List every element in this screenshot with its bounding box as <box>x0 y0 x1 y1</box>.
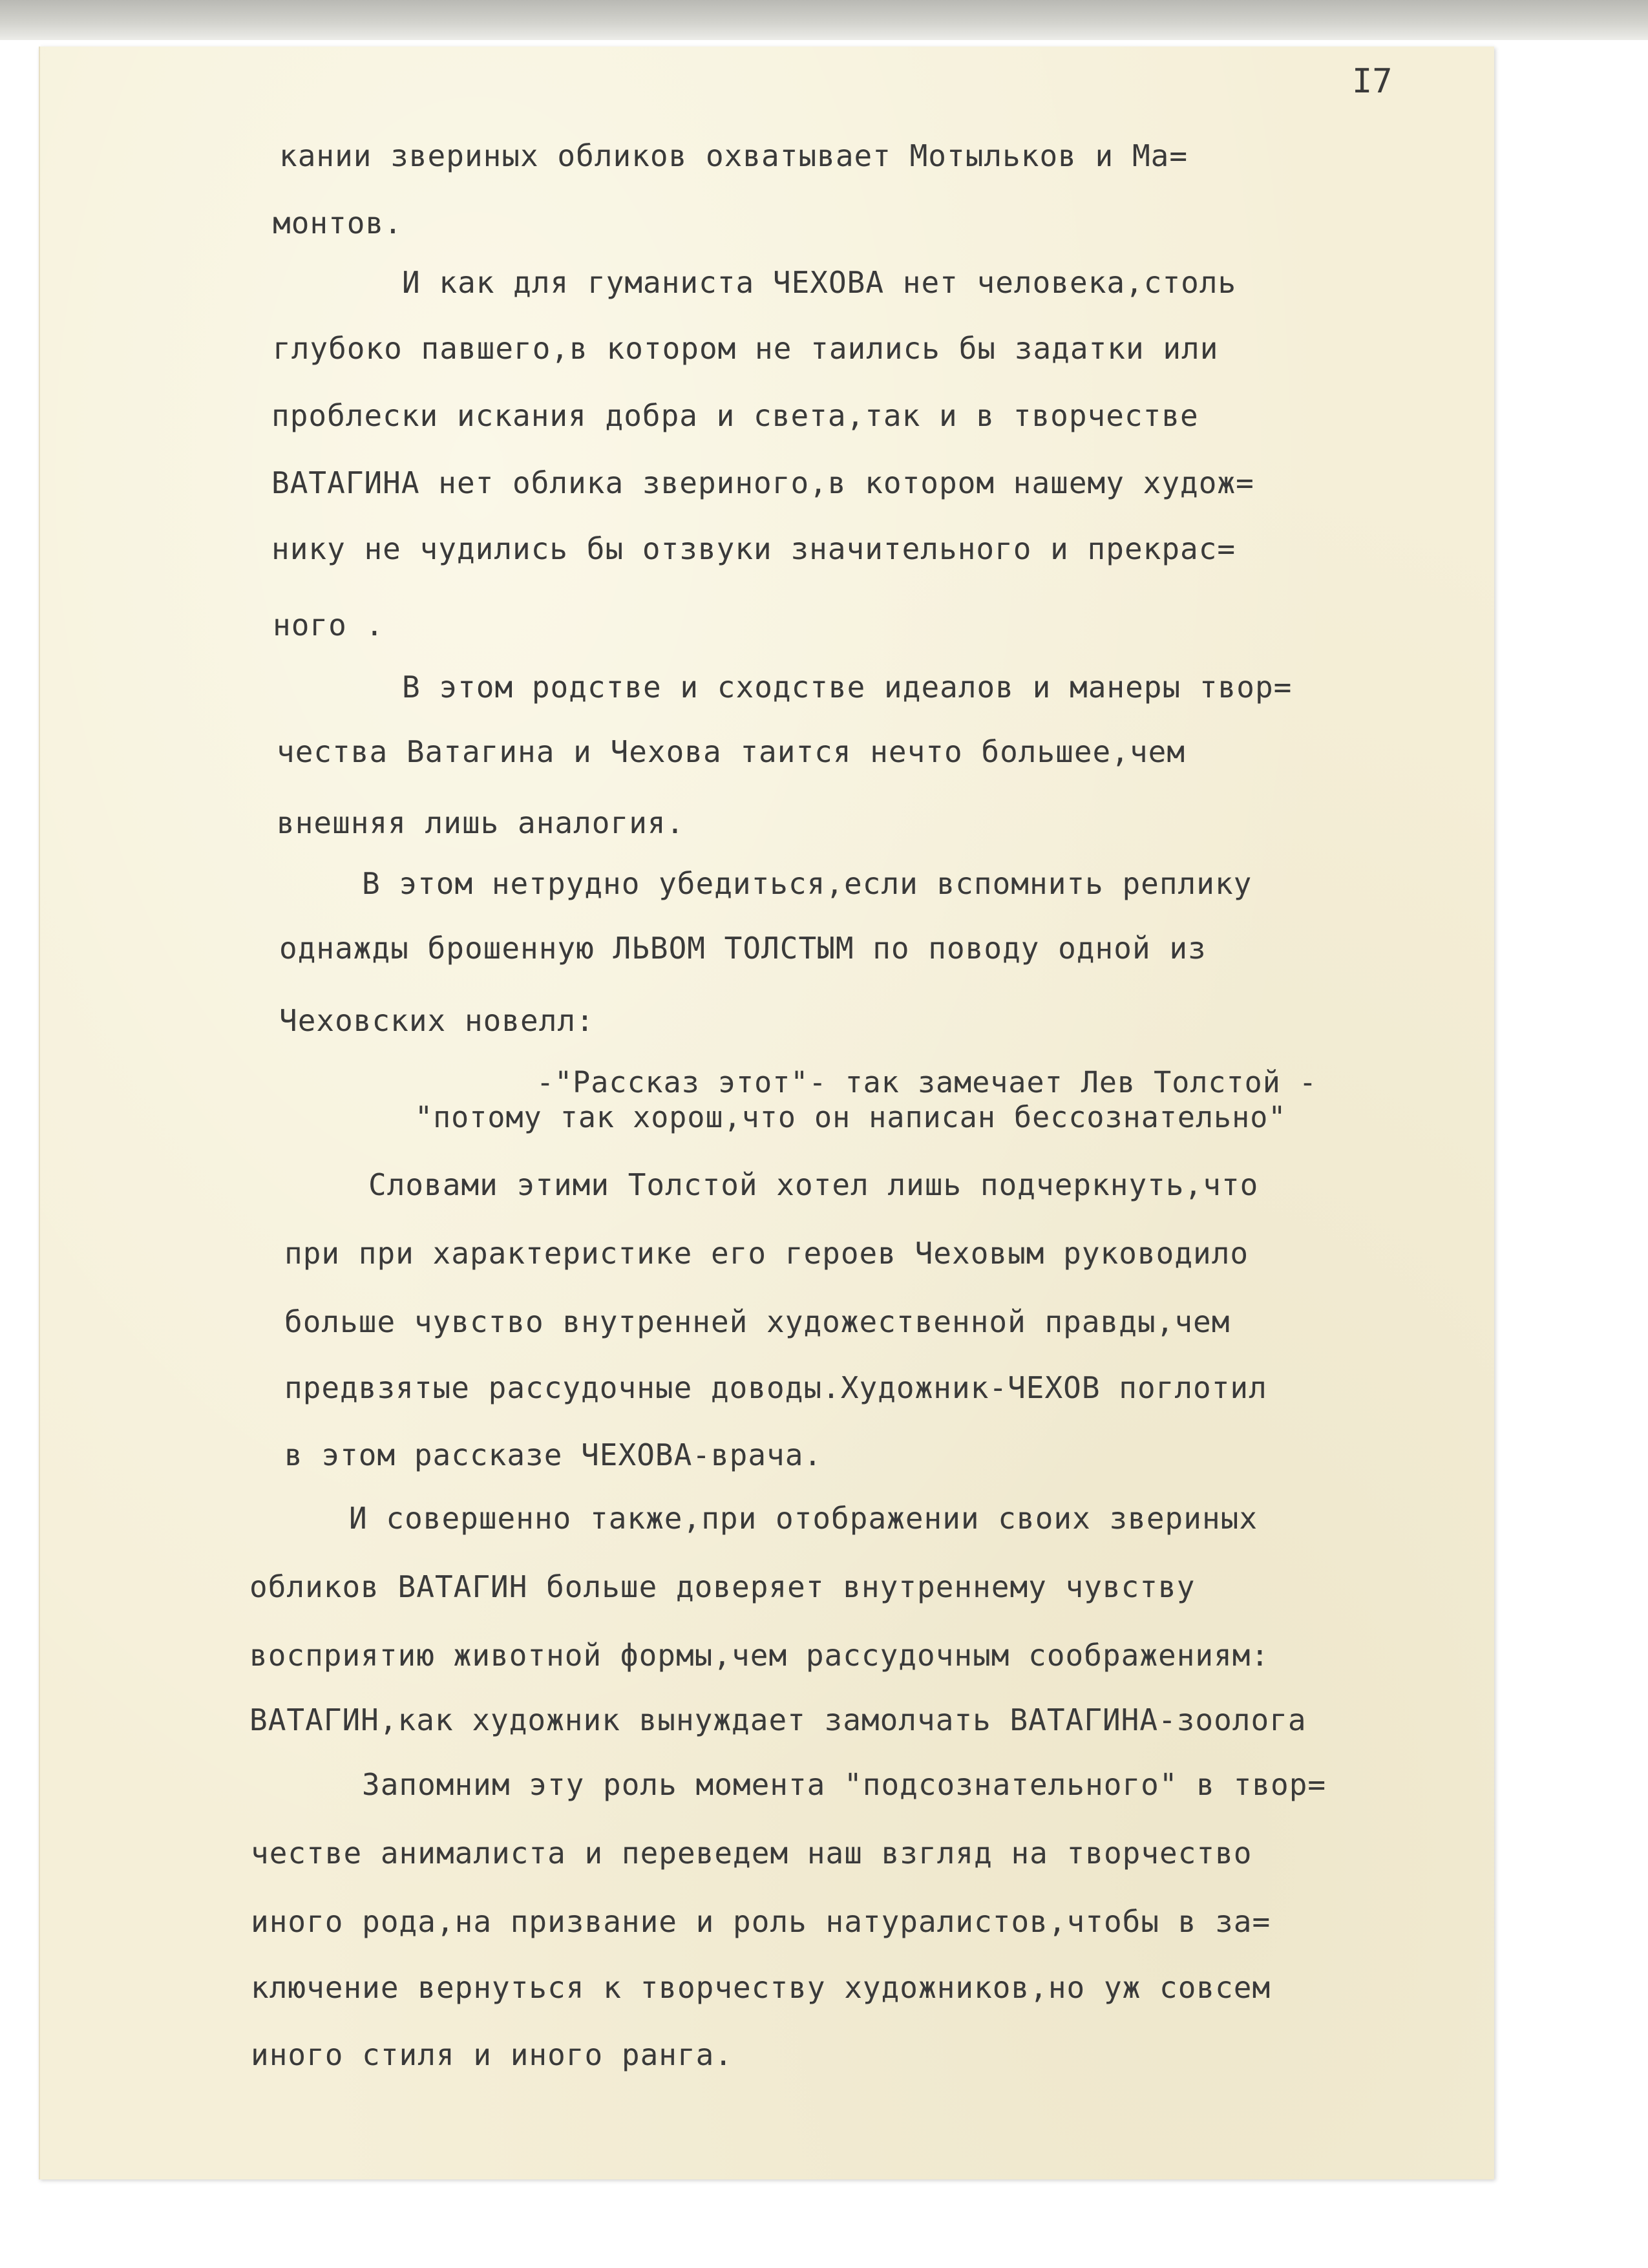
text-line: Словами этими Толстой хотел лишь подчеркнуть,что <box>368 1167 1259 1202</box>
text-line: внешняя лишь аналогия. <box>277 805 685 840</box>
text-line: честве анималиста и переведем наш взгляд на творчество <box>251 1836 1252 1871</box>
text-line: монтов. <box>273 206 403 240</box>
text-line: при при характеристике его героев Чеховым руководило <box>284 1236 1249 1271</box>
text-line: нику не чудились бы отзвуки значительного и прекрас= <box>271 531 1236 566</box>
text-line: И совершенно также,при отображении своих звериных <box>349 1501 1258 1536</box>
text-line: чества Ватагина и Чехова таится нечто большее,чем <box>277 734 1186 769</box>
text-line: ключение вернуться к творчеству художников,но уж совсем <box>251 1970 1271 2005</box>
text-line: ВАТАГИНА нет облика звериного,в котором нашему худож= <box>271 465 1254 500</box>
text-line: иного стиля и иного ранга. <box>251 2037 734 2072</box>
text-line: И как для гуманиста ЧЕХОВА нет человека,столь <box>402 265 1237 300</box>
quote-line: -"Рассказ этот"- так замечает Лев Толстой - <box>536 1065 1317 1099</box>
text-line: Чеховских новелл: <box>279 1003 595 1038</box>
scanner-edge <box>0 0 1648 40</box>
text-line: в этом рассказе ЧЕХОВА-врача. <box>284 1437 823 1472</box>
text-line: проблески искания добра и света,так и в творчестве <box>271 398 1199 433</box>
page-number: I7 <box>1352 62 1393 101</box>
text-line: В этом родстве и сходстве идеалов и манеры твор= <box>402 670 1293 705</box>
text-line: В этом нетрудно убедиться,если вспомнить реплику <box>362 866 1252 901</box>
text-line: больше чувство внутренней художественной правды,чем <box>284 1304 1231 1339</box>
text-line: кании звериных обликов охватывает Мотыльков и Ма= <box>279 138 1188 173</box>
text-line: ВАТАГИН,как художник вынуждает замолчать ВАТАГИНА-зоолога <box>249 1702 1307 1737</box>
text-line: обликов ВАТАГИН больше доверяет внутреннему чувству <box>249 1569 1196 1604</box>
quote-line: "потому так хорош,что он написан бессознательно" <box>415 1100 1287 1134</box>
text-line: глубоко павшего,в котором не таились бы задатки или <box>273 331 1219 366</box>
text-line: предвзятые рассудочные доводы.Художник-ЧЕХОВ поглотил <box>284 1370 1267 1405</box>
text-line: ного . <box>273 608 385 642</box>
text-line: иного рода,на призвание и роль натуралистов,чтобы в за= <box>251 1904 1271 1939</box>
text-line: однажды брошенную ЛЬВОМ ТОЛСТЫМ по поводу одной из <box>279 931 1207 966</box>
text-line: восприятию животной формы,чем рассудочным соображениям: <box>249 1638 1270 1673</box>
text-line: Запомним эту роль момента "подсознательного" в твор= <box>362 1767 1327 1802</box>
